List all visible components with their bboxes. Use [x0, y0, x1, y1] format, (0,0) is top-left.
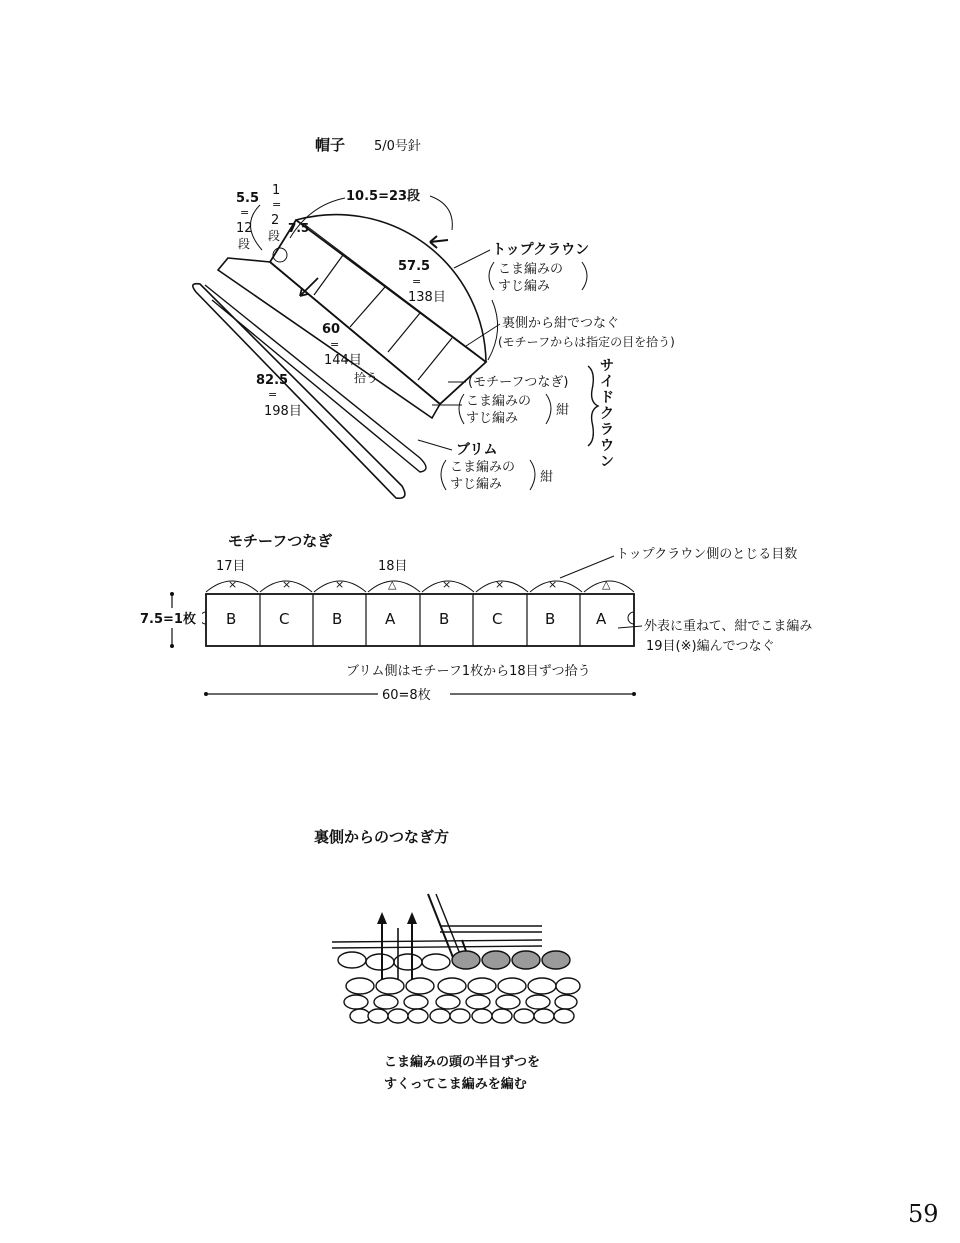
brim-rows: 12 [236, 221, 253, 236]
brim-band [218, 258, 440, 418]
side-height: 7.5 [288, 221, 310, 235]
brim-height: 5.5 [236, 191, 260, 206]
outer-note: 外表に重ねて、紺でこま編み [644, 619, 813, 634]
motif-cell: A [385, 610, 396, 628]
side-crown-label [600, 358, 614, 470]
seam-mark: × [442, 578, 452, 591]
top-crown-label: トップクラウン [492, 242, 590, 258]
motif-strip-diagram [138, 532, 812, 703]
join-note: 裏側から紺でつなぐ [502, 316, 620, 331]
close-note: トップクラウン側のとじる目数 [616, 547, 798, 562]
motif-divider [314, 255, 343, 295]
joining-caption: こま編みの頭の半目ずつを [384, 1055, 541, 1070]
svg-text:(モチーフからは指定の目を拾う): (モチーフからは指定の目を拾う) [498, 335, 675, 349]
motif-cell: B [545, 610, 556, 628]
top-circ-sts: 138目 [408, 290, 446, 305]
motif-cell: B [226, 610, 237, 628]
brim-strip-edge [205, 285, 426, 472]
brim-strip [193, 284, 405, 499]
motif-cell: B [439, 610, 450, 628]
side-circ-sts: 144目 [324, 353, 362, 368]
strip-height: 7.5=1枚 [140, 612, 196, 627]
svg-text:こま編みの: こま編みの [498, 262, 564, 277]
seam-mark: × [495, 578, 505, 591]
motif-title: モチーフつなぎ [228, 532, 333, 550]
side-circ: 60 [322, 322, 341, 337]
svg-text:=: = [330, 338, 340, 351]
seam-mark: × [548, 578, 558, 591]
svg-text:すじ編み: すじ編み [450, 477, 503, 492]
top-width: 10.5=23段 [346, 189, 421, 204]
motif-cell: C [492, 610, 503, 628]
svg-text:=: = [272, 198, 282, 211]
side-join-rows: 2 [271, 213, 280, 228]
motif-divider [350, 287, 385, 327]
motif-cell: C [279, 610, 290, 628]
joining-title: 裏側からのつなぎ方 [314, 828, 450, 846]
seam-mark: × [335, 578, 345, 591]
svg-text:すじ編み: すじ編み [466, 411, 519, 426]
hat-title: 帽子 [315, 136, 346, 154]
seam-mark: × [282, 578, 292, 591]
svg-text:こま編みの: こま編みの [450, 460, 516, 475]
hat-diagram [193, 136, 675, 498]
page-number: 59 [908, 1200, 939, 1228]
motif-cells [226, 610, 607, 628]
side-pickup: 拾う [354, 371, 379, 385]
side-join: 1 [272, 183, 281, 198]
side-color: 紺 [556, 403, 570, 418]
joining-diagram [314, 828, 580, 1092]
seam-mark: △ [388, 578, 397, 591]
motif-cell: B [332, 610, 343, 628]
top-arcs [206, 581, 634, 592]
svg-text:=: = [412, 275, 422, 288]
count-18: 18目 [378, 559, 408, 574]
motif-divider [388, 313, 420, 352]
needle-size: 5/0号針 [374, 139, 421, 154]
motif-join-label: (モチーフつなぎ) [468, 375, 569, 390]
count-17: 17目 [216, 559, 246, 574]
svg-text:=: = [268, 388, 278, 401]
svg-text:=: = [240, 206, 250, 219]
svg-text:段: 段 [238, 237, 251, 251]
svg-text:すじ編み: すじ編み [498, 279, 551, 294]
svg-text:19目(※)編んでつなぐ: 19目(※)編んでつなぐ [646, 639, 775, 654]
side-crown-brace [588, 366, 598, 446]
seam-mark: × [228, 578, 238, 591]
brim-label: ブリム [456, 442, 498, 458]
svg-text:すくってこま編みを編む: すくってこま編みを編む [384, 1077, 527, 1092]
motif-divider [418, 338, 452, 380]
brim-color: 紺 [540, 470, 554, 485]
svg-text:サイドクラウン: サイドクラウン [600, 358, 614, 470]
brim-circ-sts: 198目 [264, 404, 302, 419]
strip-width: 60=8枚 [382, 688, 431, 703]
top-circ: 57.5 [398, 259, 431, 274]
svg-text:こま編みの: こま編みの [466, 394, 532, 409]
seam-marks [228, 578, 611, 591]
stitch-illustration [332, 894, 580, 1023]
motif-cell: A [596, 610, 607, 628]
brim-side-note: ブリム側はモチーフ1枚から18目ずつ拾う [346, 664, 591, 679]
callouts [418, 242, 675, 492]
brim-circ: 82.5 [256, 373, 289, 388]
svg-text:段: 段 [268, 229, 281, 243]
seam-mark: △ [602, 578, 611, 591]
